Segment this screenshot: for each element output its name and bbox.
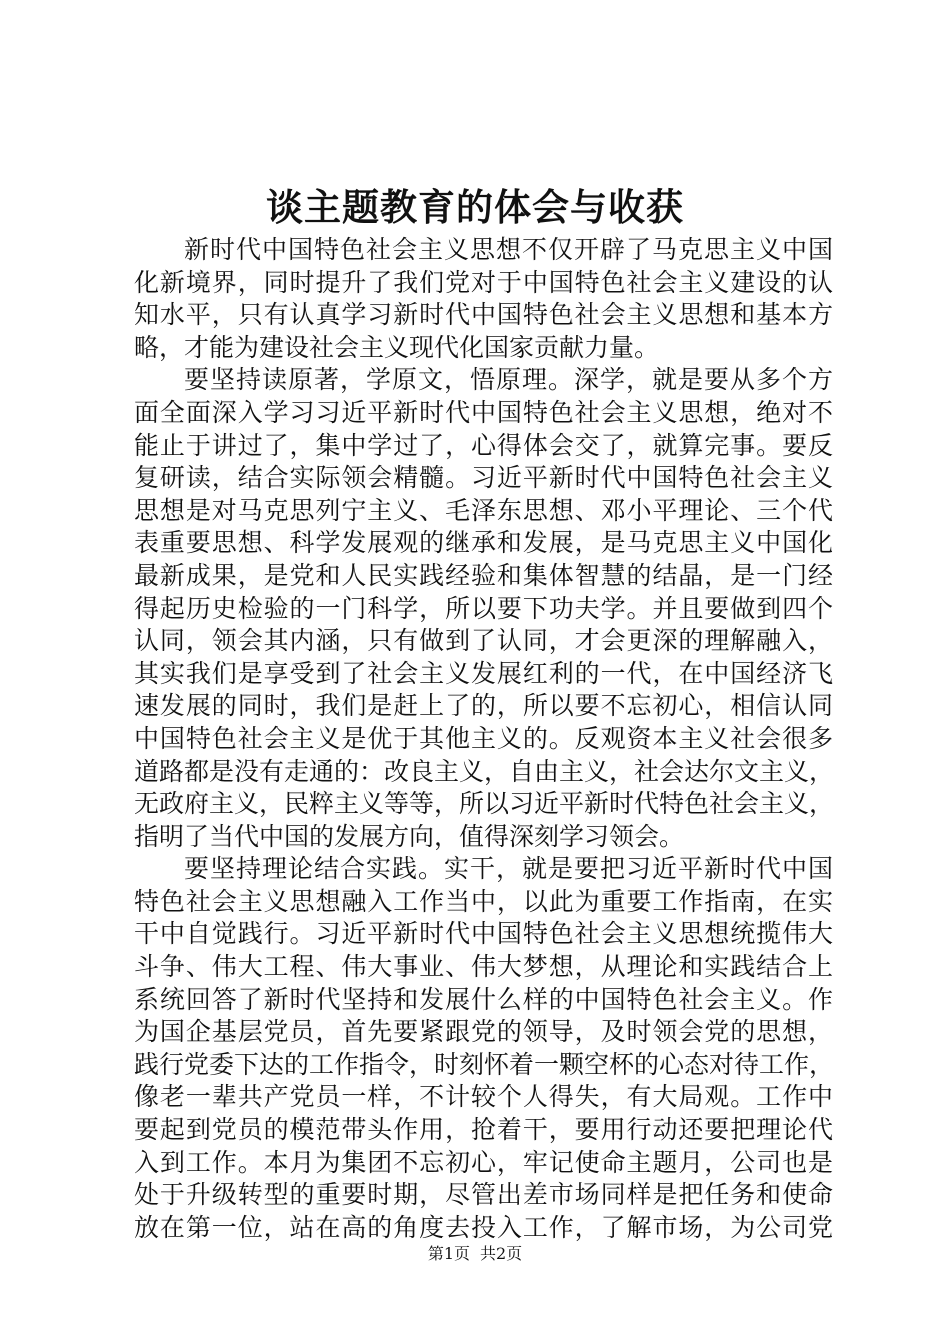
body-line: 其实我们是享受到了社会主义发展红利的一代，在中国经济飞 [134, 658, 833, 688]
body-line: 特色社会主义思想融入工作当中，以此为重要工作指南，在实 [134, 886, 833, 916]
body-line: 得起历史检验的一门科学，所以要下功夫学。并且要做到四个 [134, 593, 833, 623]
body-line: 要坚持理论结合实践。实干，就是要把习近平新时代中国 [184, 854, 833, 884]
body-line: 知水平，只有认真学习新时代中国特色社会主义思想和基本方 [134, 300, 833, 330]
body-line: 略，才能为建设社会主义现代化国家贡献力量。 [134, 332, 660, 362]
document-body [134, 234, 833, 1244]
body-line: 无政府主义，民粹主义等等，所以习近平新时代特色社会主义， [134, 789, 835, 819]
body-line: 思想是对马克思列宁主义、毛泽东思想、邓小平理论、三个代 [134, 495, 833, 525]
body-line: 干中自觉践行。习近平新时代中国特色社会主义思想统揽伟大 [134, 919, 833, 949]
body-line: 复研读，结合实际领会精髓。习近平新时代中国特色社会主义 [134, 463, 833, 493]
body-line: 中国特色社会主义是优于其他主义的。反观资本主义社会很多 [134, 723, 833, 753]
body-line: 道路都是没有走通的：改良主义，自由主义，社会达尔文主义， [134, 756, 835, 786]
body-line: 能止于讲过了，集中学过了，心得体会交了，就算完事。要反 [134, 430, 833, 460]
body-line: 面全面深入学习习近平新时代中国特色社会主义思想，绝对不 [134, 397, 833, 427]
body-line: 斗争、伟大工程、伟大事业、伟大梦想，从理论和实践结合上 [134, 952, 833, 982]
body-line: 化新境界，同时提升了我们党对于中国特色社会主义建设的认 [134, 267, 833, 297]
body-line: 要坚持读原著，学原文，悟原理。深学，就是要从多个方 [184, 365, 833, 395]
body-line: 像老一辈共产党员一样，不计较个人得失，有大局观。工作中 [134, 1082, 833, 1112]
body-line: 速发展的同时，我们是赶上了的，所以要不忘初心，相信认同 [134, 691, 833, 721]
page-total: 共2页 [480, 1244, 523, 1263]
document-title: 谈主题教育的体会与收获 [266, 185, 684, 229]
body-line: 表重要思想、科学发展观的继承和发展，是马克思主义中国化 [134, 528, 833, 558]
body-line: 系统回答了新时代坚持和发展什么样的中国特色社会主义。作 [134, 984, 833, 1014]
page-footer [0, 1243, 950, 1265]
body-line: 认同，领会其内涵，只有做到了认同，才会更深的理解融入， [134, 626, 833, 656]
body-line: 处于升级转型的重要时期，尽管出差市场同样是把任务和使命 [134, 1180, 833, 1210]
body-line: 最新成果，是党和人民实践经验和集体智慧的结晶，是一门经 [134, 560, 833, 590]
body-line: 放在第一位，站在高的角度去投入工作，了解市场，为公司党 [134, 1212, 833, 1242]
body-line: 入到工作。本月为集团不忘初心，牢记使命主题月，公司也是 [134, 1147, 833, 1177]
body-line: 为国企基层党员，首先要紧跟党的领导，及时领会党的思想， [134, 1017, 833, 1047]
body-line: 指明了当代中国的发展方向，值得深刻学习领会。 [134, 821, 685, 851]
body-line: 践行党委下达的工作指令，时刻怀着一颗空杯的心态对待工作， [134, 1049, 835, 1079]
body-line: 新时代中国特色社会主义思想不仅开辟了马克思主义中国 [184, 235, 833, 264]
body-line: 要起到党员的模范带头作用，抢着干，要用行动还要把理论代 [134, 1115, 833, 1145]
page-number: 第1页 [427, 1244, 470, 1263]
